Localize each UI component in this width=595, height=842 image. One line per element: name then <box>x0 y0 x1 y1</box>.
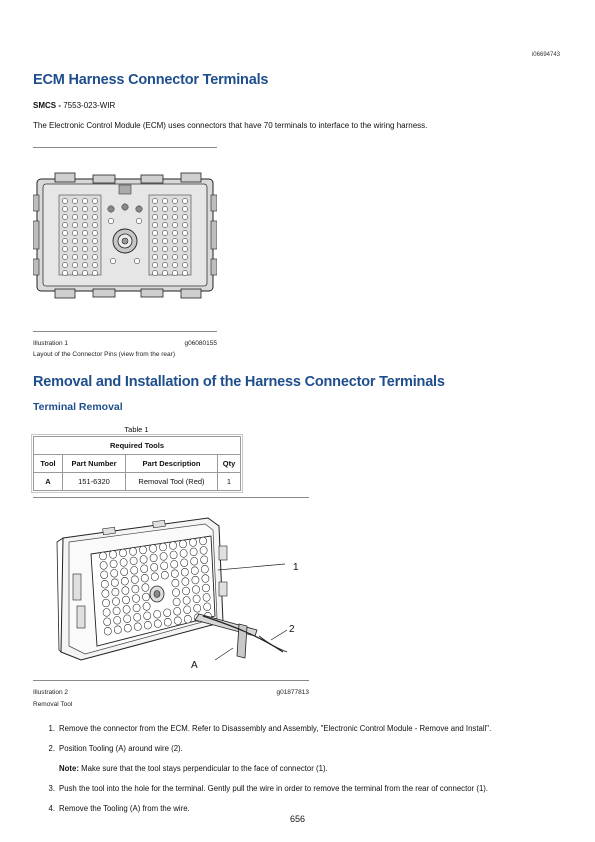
table-title-row <box>34 437 241 455</box>
pin-hole <box>154 610 161 618</box>
pin-hole <box>139 546 146 554</box>
pin-hole <box>182 254 187 259</box>
pin-hole <box>152 262 157 267</box>
pin-hole <box>62 262 67 267</box>
pin-hole <box>142 593 149 601</box>
table-caption: Table 1 <box>124 425 149 434</box>
pin-hole <box>114 626 121 634</box>
pin-hole <box>102 599 109 607</box>
cell-part-number: 151-6320 <box>63 473 126 491</box>
pin-hole <box>111 579 118 587</box>
pin-hole <box>172 206 177 211</box>
pin-hole <box>172 222 177 227</box>
pin-hole <box>62 254 67 259</box>
illustration2-caption: Removal Tool <box>33 701 73 708</box>
pin-hole <box>72 230 77 235</box>
pin-hole <box>182 206 187 211</box>
pin-hole <box>162 238 167 243</box>
pin-hole <box>82 206 87 211</box>
pin-hole <box>122 596 129 604</box>
pin-hole <box>121 577 128 585</box>
pin-hole <box>152 238 157 243</box>
col-header-qty: Qty <box>218 455 241 473</box>
pin-hole <box>164 618 171 626</box>
document-id: i06694743 <box>531 52 560 58</box>
illustration2-code: g01877813 <box>276 689 309 696</box>
pin-hole <box>179 540 186 548</box>
pin-hole <box>200 547 207 555</box>
pin-hole <box>202 575 209 583</box>
table-row <box>34 473 241 491</box>
connector-pin-layout-illustration <box>33 165 217 310</box>
pin-hole <box>72 198 77 203</box>
required-tools-table <box>33 436 241 491</box>
pin-hole <box>149 545 156 553</box>
pin-hole <box>191 567 198 575</box>
pin-hole <box>142 584 149 592</box>
pin-hole <box>131 566 138 574</box>
pin-hole <box>174 607 181 615</box>
pin-hole <box>141 574 148 582</box>
pin-hole <box>110 560 117 568</box>
pin-hole <box>129 548 136 556</box>
list-item: 4. Remove the Tooling (A) from the wire. <box>48 804 190 813</box>
smcs-code: 7553-023-WIR <box>63 101 116 110</box>
pin-hole <box>109 551 116 559</box>
pin-hole <box>162 270 167 275</box>
pin-hole <box>204 603 211 611</box>
pin-hole <box>62 246 67 251</box>
pin-hole <box>184 606 191 614</box>
pin-hole <box>172 198 177 203</box>
pin-hole <box>193 595 200 603</box>
pin-hole <box>172 579 179 587</box>
pin-hole <box>140 556 147 564</box>
pin-hole <box>182 587 189 595</box>
illustration2-label: Illustration 2 <box>33 689 69 696</box>
pin-hole <box>112 598 119 606</box>
col-header-part-number: Part Number <box>63 455 126 473</box>
pin-hole <box>162 230 167 235</box>
pin-hole <box>121 568 128 576</box>
table-header-row <box>34 455 241 473</box>
smcs-label: SMCS - <box>33 101 61 110</box>
pin-hole <box>160 553 167 561</box>
pin-hole <box>62 214 67 219</box>
pin-hole <box>111 569 118 577</box>
pin-hole <box>192 586 199 594</box>
pin-hole <box>62 198 67 203</box>
intro-paragraph: The Electronic Control Module (ECM) uses connectors that have 70 terminals to interface to the wiring harness. <box>33 121 428 130</box>
illustration1-top-rule <box>33 147 217 148</box>
illustration1-label: Illustration 1 <box>33 340 69 347</box>
pin-hole <box>72 222 77 227</box>
pin-hole <box>170 551 177 559</box>
pin-hole <box>82 270 87 275</box>
pin-hole <box>143 603 150 611</box>
pin-hole <box>152 246 157 251</box>
pin-hole <box>124 615 131 623</box>
callout-1: 1 <box>293 562 299 573</box>
pin-hole <box>173 598 180 606</box>
pin-hole <box>201 556 208 564</box>
pin-hole <box>151 573 158 581</box>
pin-hole <box>180 550 187 558</box>
removal-tool-illustration <box>33 512 309 672</box>
pin-hole <box>152 254 157 259</box>
cell-part-description: Removal Tool (Red) <box>126 473 218 491</box>
illustration2-bottom-rule <box>33 680 309 681</box>
note <box>59 764 328 773</box>
pin-hole <box>164 609 171 617</box>
pin-hole <box>144 612 151 620</box>
pin-hole <box>62 270 67 275</box>
pin-hole <box>192 576 199 584</box>
pin-hole <box>82 254 87 259</box>
pin-hole <box>152 198 157 203</box>
pin-hole <box>122 587 129 595</box>
pin-hole <box>123 606 130 614</box>
pin-hole <box>72 214 77 219</box>
pin-hole <box>102 590 109 598</box>
pin-hole <box>182 222 187 227</box>
callout-a: A <box>191 660 198 671</box>
pin-hole <box>182 198 187 203</box>
pin-hole <box>72 254 77 259</box>
pin-hole <box>92 206 97 211</box>
pin-hole <box>183 597 190 605</box>
pin-hole <box>132 595 139 603</box>
pin-hole <box>131 576 138 584</box>
pin-hole <box>182 230 187 235</box>
pin-hole <box>134 623 141 631</box>
pin-hole <box>172 246 177 251</box>
table-title: Required Tools <box>34 437 241 455</box>
pin-hole <box>82 262 87 267</box>
pin-hole <box>133 604 140 612</box>
pin-hole <box>113 607 120 615</box>
pin-hole <box>182 262 187 267</box>
list-item: 3. Push the tool into the hole for the terminal. Gently pull the wire in order to remove the terminal from the rear of connector (1). <box>48 784 489 793</box>
pin-hole <box>172 214 177 219</box>
pin-hole <box>162 206 167 211</box>
pin-hole <box>162 222 167 227</box>
pin-hole <box>103 609 110 617</box>
pin-hole <box>104 627 111 635</box>
pin-hole <box>124 624 131 632</box>
pin-hole <box>189 539 196 547</box>
pin-hole <box>152 270 157 275</box>
cell-tool: A <box>34 473 63 491</box>
illustration1-caption: Layout of the Connector Pins (view from the rear) <box>33 351 175 358</box>
pin-hole <box>172 230 177 235</box>
pin-hole <box>152 214 157 219</box>
pin-hole <box>172 589 179 597</box>
pin-hole <box>152 206 157 211</box>
note-text: Make sure that the tool stays perpendicular to the face of connector (1). <box>81 764 328 773</box>
pin-hole <box>172 238 177 243</box>
pin-hole <box>62 238 67 243</box>
pin-hole <box>101 571 108 579</box>
pin-hole <box>92 246 97 251</box>
pin-hole <box>162 214 167 219</box>
pin-hole <box>159 543 166 551</box>
pin-hole <box>72 238 77 243</box>
pin-hole <box>82 198 87 203</box>
pin-hole <box>99 552 106 560</box>
pin-hole <box>100 562 107 570</box>
pin-hole <box>169 542 176 550</box>
pin-hole <box>152 222 157 227</box>
pin-hole <box>174 617 181 625</box>
pin-hole <box>172 254 177 259</box>
pin-hole <box>181 568 188 576</box>
pin-hole <box>172 270 177 275</box>
pin-hole <box>130 557 137 565</box>
pin-hole <box>92 262 97 267</box>
pin-hole <box>62 206 67 211</box>
pin-hole <box>92 270 97 275</box>
pin-hole <box>151 563 158 571</box>
pin-hole <box>191 557 198 565</box>
list-item: 1. Remove the connector from the ECM. Refer to Disassembly and Assembly, "Electronic Control Module - Remove and Install". <box>48 724 492 733</box>
pin-hole <box>82 238 87 243</box>
pin-hole <box>202 584 209 592</box>
page-number: 656 <box>289 814 306 824</box>
pin-hole <box>62 222 67 227</box>
pin-hole <box>112 588 119 596</box>
pin-hole <box>134 613 141 621</box>
page-title: ECM Harness Connector Terminals <box>33 72 269 88</box>
illustration2-top-rule <box>33 497 309 498</box>
smcs-line <box>33 101 115 110</box>
pin-hole <box>119 549 126 557</box>
pin-hole <box>92 230 97 235</box>
pin-hole <box>194 604 201 612</box>
pin-hole <box>72 206 77 211</box>
pin-hole <box>181 559 188 567</box>
pin-hole <box>162 246 167 251</box>
pin-hole <box>182 238 187 243</box>
pin-hole <box>162 254 167 259</box>
pin-hole <box>201 565 208 573</box>
callout-2: 2 <box>289 624 295 635</box>
illustration1-bottom-rule <box>33 331 217 332</box>
list-item: 2. Position Tooling (A) around wire (2). <box>48 744 183 753</box>
pin-hole <box>72 262 77 267</box>
pin-hole <box>150 554 157 562</box>
pin-hole <box>203 594 210 602</box>
pin-hole <box>114 616 121 624</box>
pin-hole <box>132 585 139 593</box>
col-header-part-description: Part Description <box>126 455 218 473</box>
pin-hole <box>82 222 87 227</box>
note-label: Note: <box>59 764 79 773</box>
pin-hole <box>162 198 167 203</box>
pin-hole <box>92 214 97 219</box>
illustration1-code: g06080155 <box>184 340 217 347</box>
pin-hole <box>144 621 151 629</box>
pin-hole <box>182 246 187 251</box>
pin-hole <box>161 562 168 570</box>
pin-hole <box>190 548 197 556</box>
pin-hole <box>182 578 189 586</box>
pin-hole <box>104 618 111 626</box>
pin-hole <box>152 230 157 235</box>
pin-hole <box>154 620 161 628</box>
pin-hole <box>92 222 97 227</box>
pin-hole <box>92 238 97 243</box>
pin-hole <box>182 270 187 275</box>
pin-hole <box>184 615 191 623</box>
pin-hole <box>162 262 167 267</box>
pin-hole <box>120 559 127 567</box>
pin-hole <box>171 570 178 578</box>
pin-hole <box>82 230 87 235</box>
pin-hole <box>72 246 77 251</box>
cell-qty: 1 <box>218 473 241 491</box>
section-title: Removal and Installation of the Harness Connector Terminals <box>33 374 445 390</box>
pin-hole <box>171 560 178 568</box>
pin-hole <box>141 565 148 573</box>
pin-hole <box>161 571 168 579</box>
pin-hole <box>92 198 97 203</box>
pin-hole <box>92 254 97 259</box>
pin-hole <box>101 580 108 588</box>
pin-hole <box>82 246 87 251</box>
subsection-title: Terminal Removal <box>33 401 123 413</box>
pin-hole <box>72 270 77 275</box>
pin-hole <box>182 214 187 219</box>
pin-hole <box>62 230 67 235</box>
pin-hole <box>199 537 206 545</box>
pin-hole <box>82 214 87 219</box>
col-header-tool: Tool <box>34 455 63 473</box>
pin-hole <box>172 262 177 267</box>
